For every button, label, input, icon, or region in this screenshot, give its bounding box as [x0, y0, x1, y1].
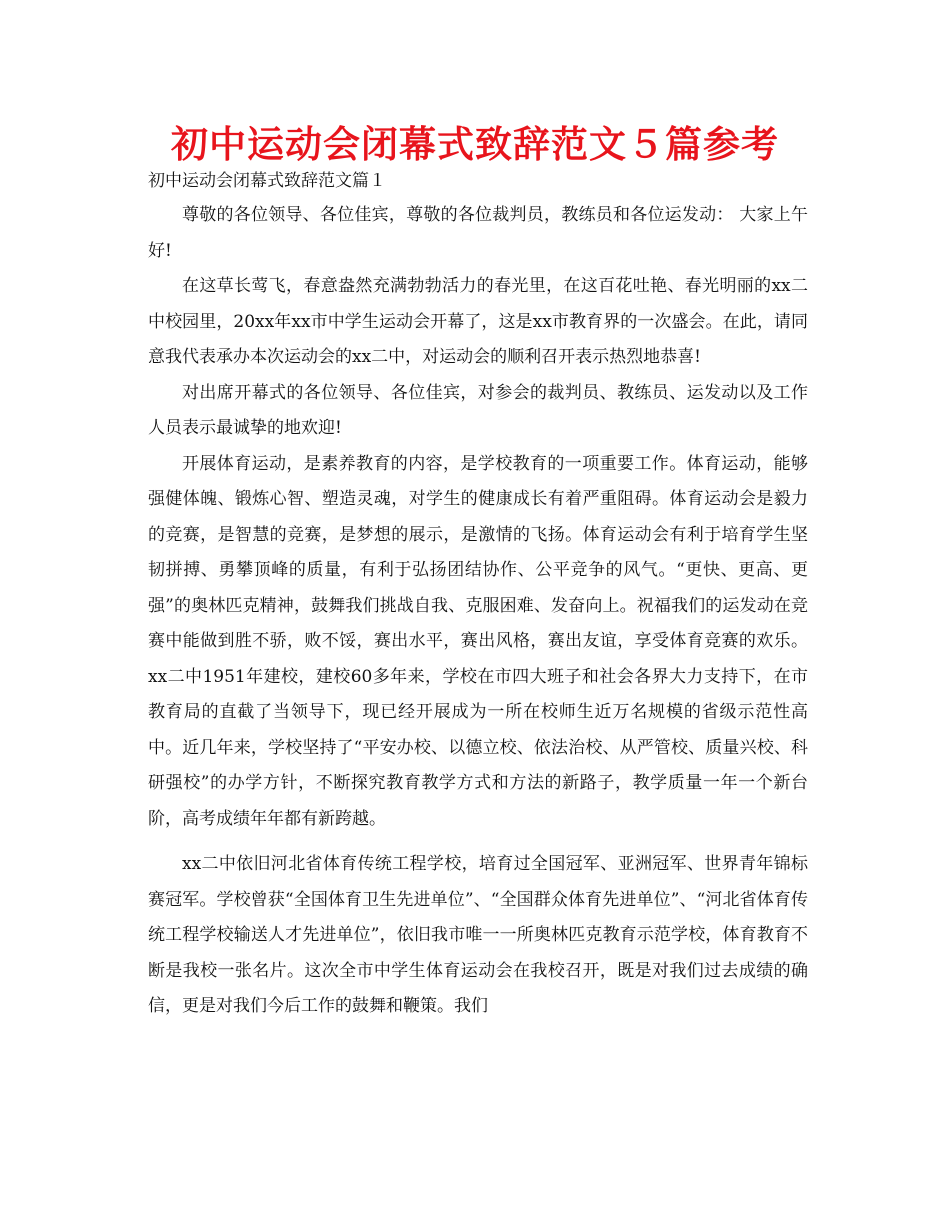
section-heading: 初中运动会闭幕式致辞范文篇１ [148, 171, 386, 191]
paragraph-sports-significance: 开展体育运动，是素养教育的内容，是学校教育的一项重要工作。体育运动，能够强健体魄、锻炼心智、塑造灵魂，对学生的健康成长有着严重阻碍。体育运动会是毅力的竞赛，是智慧的竞赛，是梦想的展示，是激情的飞扬。体育运动会有利于培育学生坚韧拼搏、勇攀顶峰的质量，有利于弘扬团结协作、公平竞争的风气。“更快、更高、更强”的奥林匹克精神，鼓舞我们挑战自我、克服困难、发奋向上。祝福我们的运发动在竞赛中能做到胜不骄，败不馁，赛出水平，赛出风格，赛出友谊，享受体育竞赛的欢乐。 xx二中1951年建校，建校60多年来，学校在市四大班子和社会各界大力支持下，在市教育局的直截了当领导下，现已经开展成为一所在校师生近万名规模的省级示范性高中。近几年来，学校坚持了“平安办校、以德立校、依法治校、从严管校、质量兴校、科研强校”的办学方针，不断探究教育教学方式和方法的新路子，教学质量一年一个新台阶，高考成绩年年都有新跨越。 [148, 453, 808, 829]
paragraph-welcome: 对出席开幕式的各位领导、各位佳宾，对参会的裁判员、教练员、运发动以及工作人员表示最诚挚的地欢迎! [148, 382, 808, 438]
paragraph-opening: 在这草长莺飞，春意盎然充满勃勃活力的春光里，在这百花吐艳、春光明丽的xx二中校园里，20xx年xx市中学生运动会开幕了，这是xx市教育界的一次盛会。在此，请同意我代表承办本次运动会的xx二中，对运动会的顺利召开表示热烈地恭喜! [148, 276, 808, 367]
paragraph-greeting: 尊敬的各位领导、各位佳宾，尊敬的各位裁判员，教练员和各位运发动： 大家上午好! [148, 205, 808, 261]
document-title: 初中运动会闭幕式致辞范文５篇参考 [171, 123, 779, 166]
document-body [148, 198, 808, 1025]
paragraph-school-honors: xx二中依旧河北省体育传统工程学校，培育过全国冠军、亚洲冠军、世界青年锦标赛冠军。学校曾获“全国体育卫生先进单位”、“全国群众体育先进单位”、“河北省体育传统工程学校输送人才先进单位”，依旧我市唯一一所奥林匹克教育示范学校，体育教育不断是我校一张名片。这次全市中学生体育运动会在我校召开，既是对我们过去成绩的确信，更是对我们今后工作的鼓舞和鞭策。我们 [148, 854, 808, 1016]
